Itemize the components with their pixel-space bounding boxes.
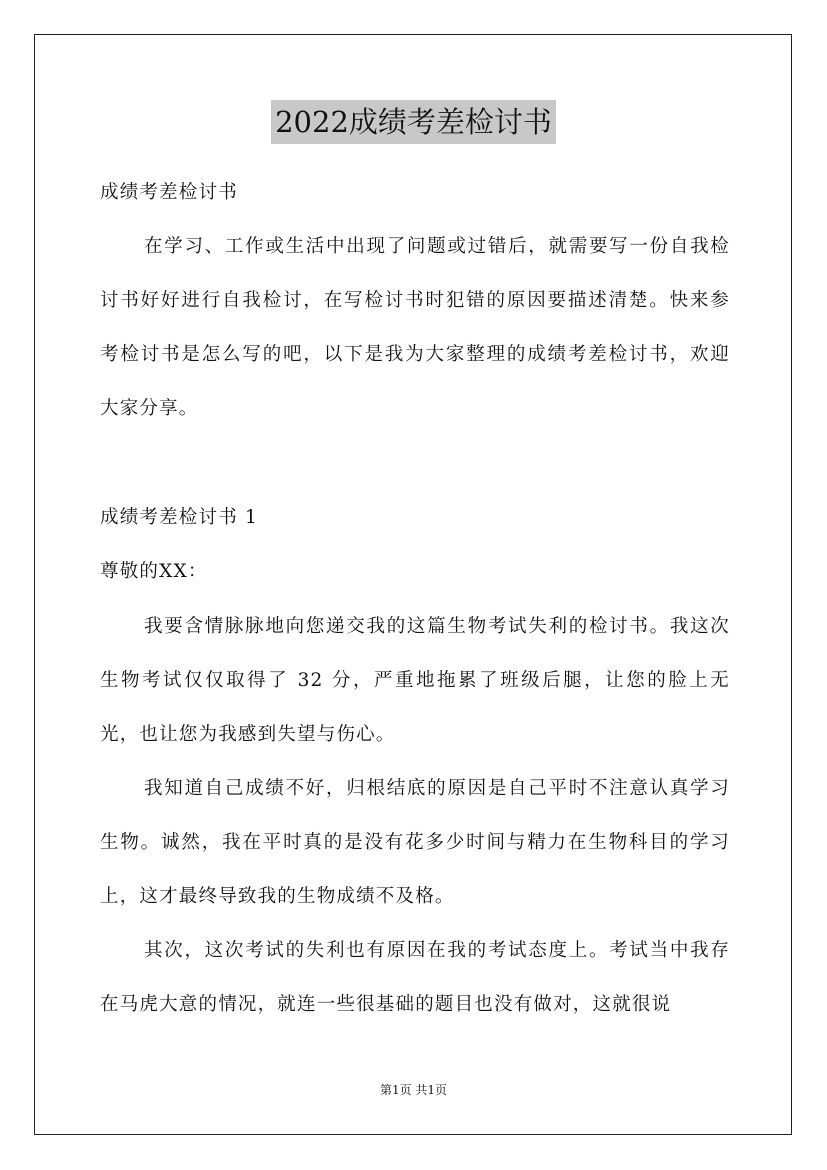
body-paragraph-3: 其次，这次考试的失利也有原因在我的考试态度上。考试当中我存在马虎大意的情况，就连一些很基础的题目也没有做对，这就很说	[100, 940, 730, 1015]
section-heading: 成绩考差检讨书 1	[100, 507, 258, 528]
salutation: 尊敬的XX：	[100, 561, 208, 582]
document-title: 2022成绩考差检讨书	[271, 100, 556, 144]
body-paragraph-1: 我要含情脉脉地向您递交我的这篇生物考试失利的检讨书。我这次生物考试仅仅取得了 32 分，严重地拖累了班级后腿，让您的脸上无光，也让您为我感到失望与伤心。	[100, 616, 730, 745]
page-number-label: 第1页 共1页	[379, 1083, 448, 1097]
body-paragraph-2: 我知道自己成绩不好，归根结底的原因是自己平时不注意认真学习生物。诚然，我在平时真的是没有花多少时间与精力在生物科目的学习上，这才最终导致我的生物成绩不及格。	[100, 778, 730, 907]
document-subtitle: 成绩考差检讨书	[100, 182, 238, 203]
page-footer	[0, 1082, 827, 1098]
intro-paragraph: 在学习、工作或生活中出现了问题或过错后，就需要写一份自我检讨书好好进行自我检讨，在写检讨书时犯错的原因要描述清楚。快来参考检讨书是怎么写的吧，以下是我为大家整理的成绩考差检讨书，欢迎大家分享。	[100, 236, 730, 419]
